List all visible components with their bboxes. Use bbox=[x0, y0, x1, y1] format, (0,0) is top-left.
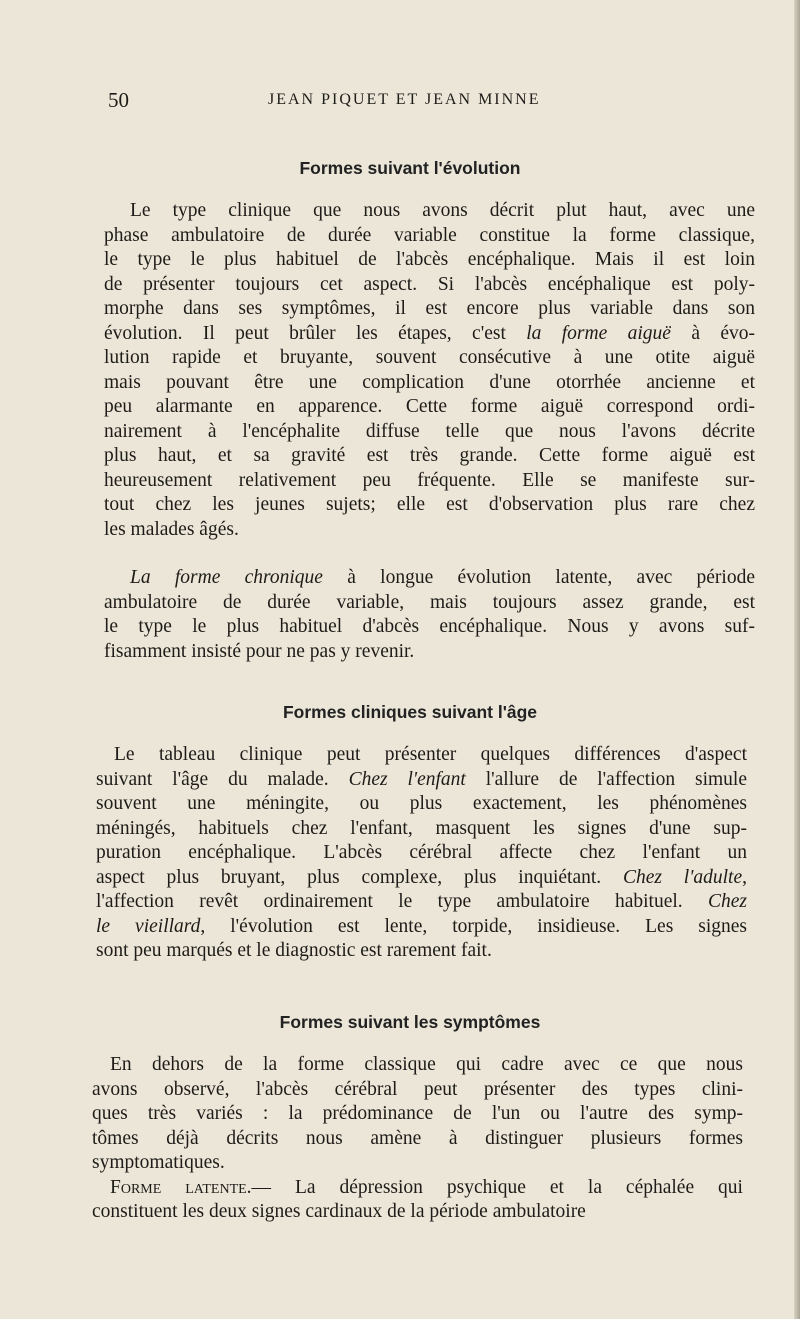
text-line: avons observé, l'abcès cérébral peut présenter des types clini- bbox=[92, 1078, 743, 1100]
text-line: puration encéphalique. L'abcès cérébral affecte chez l'enfant un bbox=[96, 842, 747, 863]
text-line: mais pouvant être une complication d'une otorrhée ancienne et bbox=[104, 371, 755, 393]
text-line: ambulatoire de durée variable, mais toujours assez grande, est bbox=[104, 591, 755, 613]
section-heading-age: Formes cliniques suivant l'âge bbox=[282, 702, 538, 722]
text-line: tômes déjà décrits nous amène à distinguer plusieurs formes bbox=[92, 1127, 743, 1149]
text-line: phase ambulatoire de durée variable constitue la forme classique, bbox=[104, 224, 755, 246]
text-line: fisamment insisté pour ne pas y revenir. bbox=[104, 640, 415, 662]
paragraph-symptoms-1 bbox=[92, 1053, 743, 1176]
text-line: nairement à l'encéphalite diffuse telle que nous l'avons décrite bbox=[104, 420, 755, 442]
text-line: lution rapide et bruyante, souvent consécutive à une otite aiguë bbox=[104, 347, 755, 368]
section-heading-symptoms: Formes suivant les symptômes bbox=[279, 1012, 541, 1032]
text-line: plus haut, et sa gravité est très grande. Cette forme aiguë est bbox=[104, 445, 755, 466]
text-line: symptomatiques. bbox=[92, 1152, 225, 1173]
text-line: morphe dans ses symptômes, il est encore plus variable dans son bbox=[104, 298, 755, 319]
text-line: Forme latente.— La dépression psychique et la céphalée qui bbox=[110, 1176, 743, 1198]
text-line: l'affection revêt ordinairement le type ambulatoire habituel. Chez bbox=[96, 891, 747, 912]
text-line: évolution. Il peut brûler les étapes, c'est la forme aiguë à évo- bbox=[104, 322, 755, 344]
text-line: La forme chronique à longue évolution latente, avec période bbox=[130, 567, 755, 588]
text-line: tout chez les jeunes sujets; elle est d'observation plus rare chez bbox=[104, 494, 755, 515]
text-line: de présenter toujours cet aspect. Si l'abcès encéphalique est poly- bbox=[104, 273, 755, 295]
page-edge-shadow bbox=[794, 0, 800, 1319]
text-line: ques très variés : la prédominance de l'un ou l'autre des symp- bbox=[92, 1103, 743, 1124]
text-line: aspect plus bruyant, plus complexe, plus inquiétant. Chez l'adulte, bbox=[96, 866, 747, 888]
text-line: le type le plus habituel de l'abcès encéphalique. Mais il est loin bbox=[104, 249, 755, 270]
text-line: Le type clinique que nous avons décrit plut haut, avec une bbox=[130, 200, 755, 221]
text-line: le type le plus habituel d'abcès encéphalique. Nous y avons suf- bbox=[104, 616, 755, 637]
text-line: peu alarmante en apparence. Cette forme aiguë correspond ordi- bbox=[104, 396, 755, 417]
text-line: suivant l'âge du malade. Chez l'enfant l'allure de l'affection simule bbox=[96, 768, 748, 790]
section-heading-evolution: Formes suivant l'évolution bbox=[299, 158, 521, 178]
text-line: le vieillard, l'évolution est lente, torpide, insidieuse. Les signes bbox=[96, 915, 748, 937]
running-head: JEAN PIQUET ET JEAN MINNE bbox=[268, 91, 541, 108]
text-line: Le tableau clinique peut présenter quelques différences d'aspect bbox=[114, 744, 747, 765]
text-line: méningés, habituels chez l'enfant, masquent les signes d'une sup- bbox=[96, 817, 747, 839]
text-line: souvent une méningite, ou plus exactement, les phénomènes bbox=[96, 793, 747, 814]
paragraph-age-1 bbox=[96, 743, 747, 964]
paragraph-symptoms-2 bbox=[92, 1176, 743, 1225]
page-header bbox=[108, 88, 748, 118]
text-line: heureusement relativement peu fréquente. Elle se manifeste sur- bbox=[104, 469, 755, 491]
paragraph-evolution-2 bbox=[104, 566, 755, 664]
text-line: les malades âgés. bbox=[104, 518, 239, 540]
page-number: 50 bbox=[108, 88, 129, 112]
paragraph-evolution-1 bbox=[104, 199, 755, 542]
text-line: constituent les deux signes cardinaux de la période ambulatoire bbox=[92, 1201, 586, 1222]
text-line: sont peu marqués et le diagnostic est rarement fait. bbox=[96, 940, 492, 961]
text-line: En dehors de la forme classique qui cadre avec ce que nous bbox=[110, 1054, 743, 1075]
